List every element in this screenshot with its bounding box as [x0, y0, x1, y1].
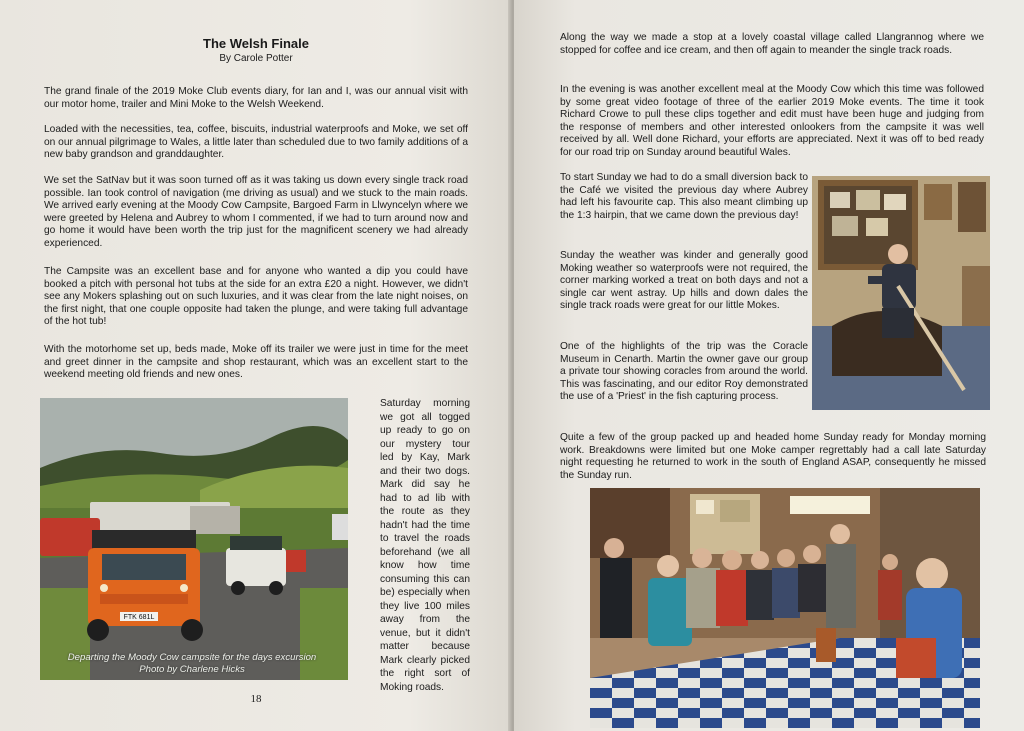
paragraph-loaded: Loaded with the necessities, tea, coffee, biscuits, industrial waterproofs and Moke, we set off on our annual pilgrimage to Wales, a little later than scheduled due to two family additions of a new baby grandson and granddaughter. — [44, 124, 468, 161]
paragraph-intro: The grand finale of the 2019 Moke Club events diary, for Ian and I, was our annual visit with our motor home, trailer and Mini Moke to the Welsh Weekend. — [44, 86, 468, 110]
page-number: 18 — [250, 693, 262, 705]
paragraph-campsite: The Campsite was an excellent base and for anyone who wanted a dip you could have booked a pitch with personal hot tubs at the side for an extra £20 a night. However, we didn't see any Mokers splashing out on such luxuries, and it was clear from the late night noises, on the first night, that one couple opposite had taken the plunge, and were taking full advantage of the hot tub! — [44, 266, 468, 328]
article-byline: By Carole Potter — [219, 53, 293, 64]
right-page — [514, 0, 1024, 731]
museum-group-photo — [590, 488, 980, 728]
photo-caption-line1: Departing the Moody Cow campsite for the days excursion — [67, 652, 317, 663]
coracle-museum-photo — [812, 176, 990, 410]
paragraph-sunday-start: To start Sunday we had to do a small diversion back to the Café we visited the previous day where Aubrey had left his favourite cap. This also meant climbing up the 1:3 hairpin, that we came down the previous day! — [560, 172, 808, 221]
paragraph-departures: Quite a few of the group packed up and headed home Sunday ready for Monday morning work. Breakdowns were limited but one Moke camper regrettably had a call late Saturday night requesting he returned to work in the south of England ASAP, consequently he missed the Sunday run. — [560, 432, 986, 481]
paragraph-evening: In the evening is was another excellent meal at the Moody Cow which this time was followed by some great video footage of three of the earlier 2019 Moke events. The time it took Richard Crowe to pull these clips together and edit must have been huge and judging from the response of members and other interested onlookers from the campsite it was well received by all. Well done Richard, your efforts are appreciated. Next it was off to bed ready for our road trip on Sunday around beautiful Wales. — [560, 84, 984, 158]
photo-caption-credit: Photo by Charlene Hicks — [139, 664, 245, 675]
paragraph-satnav: We set the SatNav but it was soon turned off as it was taking us down every single track road possible. Ian took control of navigation (me driving as usual) and we stuck to the main roads. We arrived early evening at the Moody Cow Campsite, Bargoed Farm in Llwyncelyn where we were greeted by Helena and Aubrey to whom I commented, if we had to turn around now and go home it would have been worth the trip just for the magnificent scenery we had already experienced. — [44, 175, 468, 249]
paragraph-llangrannog: Along the way we made a stop at a lovely coastal village called Llangrannog where we stopped for coffee and ice cream, and then off again to meander the single track roads. — [560, 32, 984, 56]
article-title: The Welsh Finale — [203, 36, 309, 51]
paragraph-coracle: One of the highlights of the trip was the Coracle Museum in Cenarth. Martin the owner gave our group a private tour showing coracles from around the world. This was fascinating, and our editor Roy demonstrated the use of a 'Priest' in the fish capturing process. — [560, 341, 808, 403]
number-plate: FTK 681L — [123, 614, 155, 621]
photo-caption — [42, 652, 342, 676]
paragraph-sunday-weather: Sunday the weather was kinder and generally good Moking weather so waterproofs were not required, the corner marking worked a treat on both days and not a single car went astray. Up hills and down dales the single track roads were great for our little Mokes. — [560, 250, 808, 312]
paragraph-saturday: Saturday morning we got all togged up ready to go on our mystery tour led by Kay, Mark and their two dogs. Mark did say he had to ad lib with the route as they hadn't had the time to travel the roads beforehand (we all know how time consuming this can be) especially when they live 100 miles away from the venue, but it didn't matter because Mark clearly picked the right sort of Moking roads. — [380, 398, 470, 693]
paragraph-motorhome: With the motorhome set up, beds made, Moke off its trailer we were just in time for the meet and greet dinner in the campsite and shop restaurant, which was an excellent start to the weekend meeting old friends and new ones. — [44, 344, 468, 381]
moke-departure-photo — [40, 398, 348, 680]
